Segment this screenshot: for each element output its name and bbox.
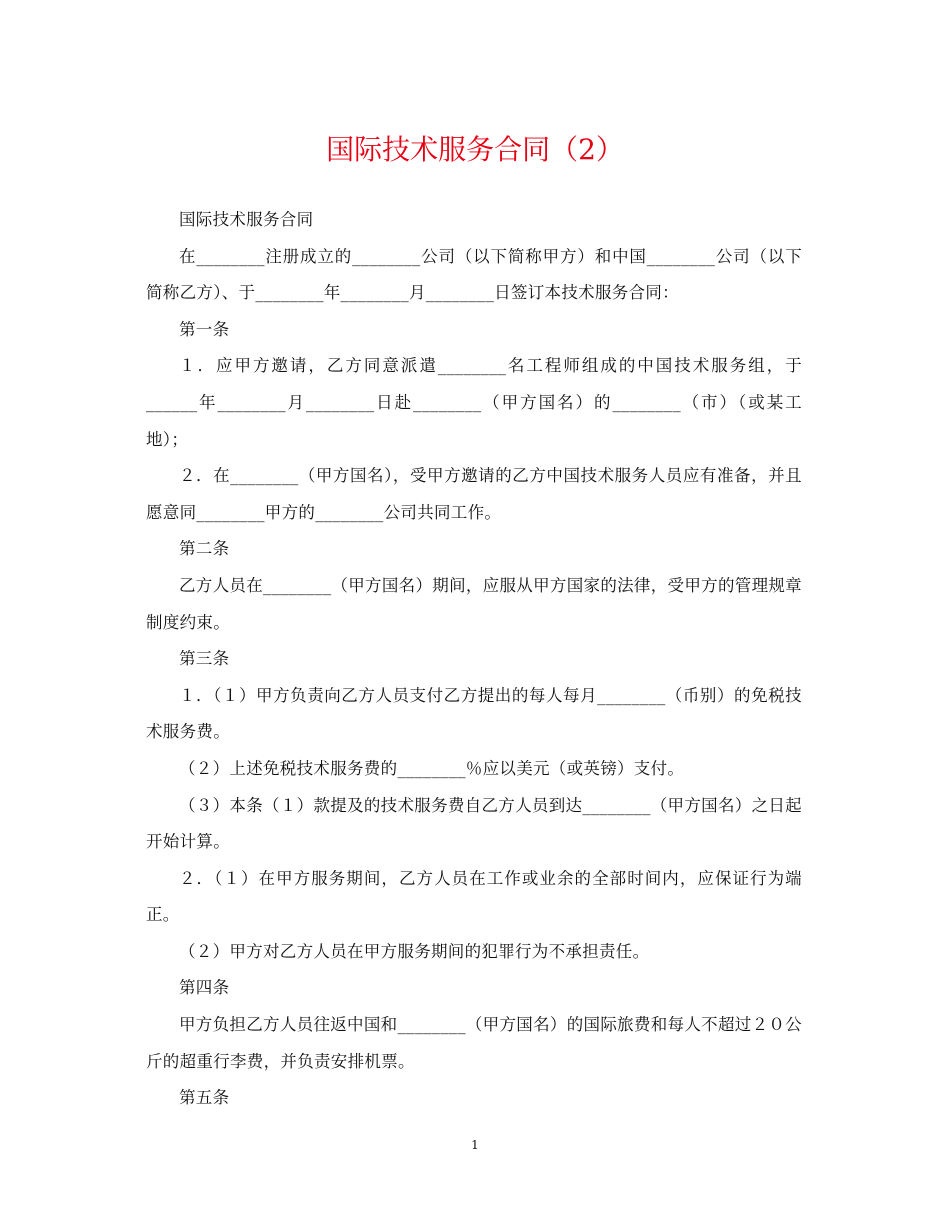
- article-3-clause-1-3: （３）本条（１）款提及的技术服务费自乙方人员到达________（甲方国名）之日起开始计算。: [146, 795, 802, 852]
- paragraph-preamble: 在________注册成立的________公司（以下简称甲方）和中国________公司（以下简称乙方）、于________年________月________日签订本技术服务合同：: [146, 246, 802, 303]
- article-1-heading: 第一条: [179, 319, 230, 339]
- article-4-clause: 甲方负担乙方人员往返中国和________（甲方国名）的国际旅费和每人不超过２０公斤的超重行李费，并负责安排机票。: [146, 1015, 802, 1071]
- paragraph-heading: 国际技术服务合同: [179, 210, 314, 229]
- article-1-clause-2: ２．在________（甲方国名），受甲方邀请的乙方中国技术服务人员应有准备，并且愿意同________甲方的________公司共同工作。: [146, 466, 802, 522]
- article-4-heading: 第四条: [179, 978, 230, 998]
- article-2-heading: 第二条: [179, 539, 230, 559]
- article-1-clause-1: １．应甲方邀请，乙方同意派遣________名工程师组成的中国技术服务组，于______年________月________日赴________（甲方国名）的________（市）（或某工地）；: [146, 356, 802, 449]
- article-3-heading: 第三条: [179, 649, 230, 669]
- article-2-clause: 乙方人员在________（甲方国名）期间，应服从甲方国家的法律，受甲方的管理规章制度约束。: [146, 575, 802, 632]
- article-5-heading: 第五条: [179, 1088, 230, 1108]
- article-3-clause-1-1: １．（１）甲方负责向乙方人员支付乙方提出的每人每月________（币别）的免税技术服务费。: [146, 685, 802, 742]
- article-3-clause-2-1: ２．（１）在甲方服务期间，乙方人员在工作或业余的全部时间内，应保证行为端正。: [146, 868, 802, 925]
- document-title: 国际技术服务合同（2）: [326, 133, 624, 166]
- article-3-clause-1-2: （２）上述免税技术服务费的________％应以美元（或英镑）支付。: [179, 758, 685, 778]
- article-3-clause-2-2: （２）甲方对乙方人员在甲方服务期间的犯罪行为不承担责任。: [179, 941, 650, 961]
- document-body: [146, 202, 802, 1117]
- page-number: 1: [471, 1138, 479, 1152]
